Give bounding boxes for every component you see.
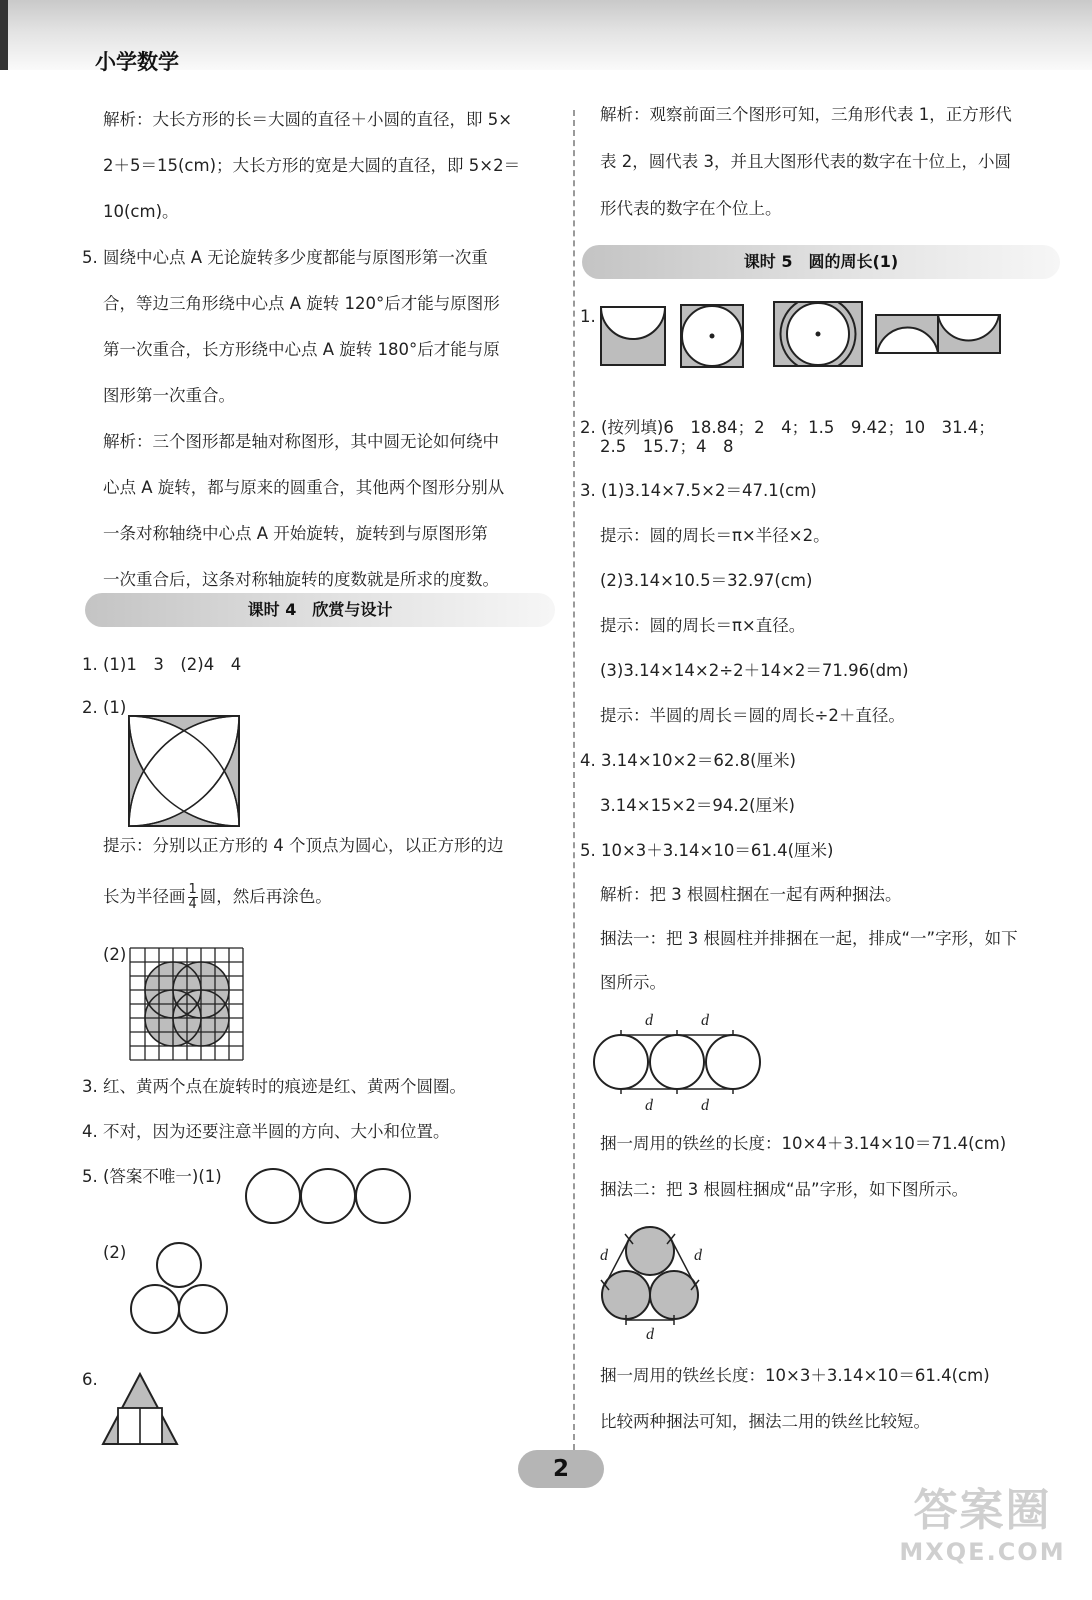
l4-q3: 3. 红、黄两个点在旋转时的痕迹是红、黄两个圆圈。: [82, 1077, 466, 1096]
r-q5-line-2: 解析：把 3 根圆柱捆在一起有两种捆法。: [600, 885, 902, 904]
r-q5-line-6: 捆法二：把 3 根圆柱捆成“品”字形，如下图所示。: [600, 1180, 969, 1199]
lesson-5-banner: 课时 5 圆的周长(1): [582, 245, 1060, 279]
r-q2-line-1: 2. (按列填)6 18.84；2 4；1.5 9.42；10 31.4；: [580, 418, 995, 437]
r-q5-line-5: 捆一周用的铁丝的长度：10×4＋3.14×10＝71.4(cm): [600, 1134, 1007, 1153]
r-q5-line-4: 图所示。: [600, 973, 666, 992]
subject-title: 小学数学: [95, 50, 179, 74]
d-label-bottom-right: d: [701, 1097, 709, 1114]
r-q1-label: 1.: [580, 307, 596, 326]
column-divider: [573, 110, 575, 1450]
left-q5-note-line-3: 一条对称轴绕中心点 A 开始旋转，旋转到与原图形第: [103, 524, 488, 543]
lesson-4-banner: 课时 4 欣赏与设计: [85, 593, 555, 627]
d-label-left: d: [600, 1247, 608, 1264]
left-analysis-line-1: 解析：大长方形的长＝大圆的直径＋小圆的直径，即 5×: [103, 110, 513, 129]
l4-hint-line-1: 提示：分别以正方形的 4 个顶点为圆心，以正方形的边: [103, 836, 504, 855]
d-label-top-right: d: [701, 1012, 709, 1029]
left-q5-line-3: 第一次重合，长方形绕中心点 A 旋转 180°后才能与原: [103, 340, 500, 359]
circle-in-square-figure: [680, 304, 744, 368]
l4-hint-line-2: [103, 880, 332, 914]
left-analysis-line-3: 10(cm)。: [103, 202, 179, 221]
fraction-denominator: 4: [188, 897, 197, 912]
r-q2-line-2: 2.5 15.7；4 8: [600, 437, 734, 456]
circle-two-arcs-figure: [773, 301, 863, 367]
l4-q2-1-label: 2. (1): [82, 698, 127, 717]
right-analysis-line-3: 形代表的数字在个位上。: [600, 199, 782, 218]
left-q5-line-2: 合，等边三角形绕中心点 A 旋转 120°后才能与原图形: [103, 294, 500, 313]
r-q3-line-6: 提示：半圆的周长＝圆的周长÷2＋直径。: [600, 706, 905, 725]
l4-q2-2-label: (2): [103, 945, 127, 964]
r-q5-line-7: 捆一周用的铁丝长度：10×3＋3.14×10＝61.4(cm): [600, 1366, 990, 1385]
bundle-row-figure: [590, 1012, 770, 1112]
r-q5-line-1: 5. 10×3＋3.14×10＝61.4(厘米): [580, 841, 834, 860]
bundle-triangle-figure: [590, 1215, 715, 1350]
four-circle-grid-figure: [129, 946, 245, 1062]
d-label-bottom-left: d: [645, 1097, 653, 1114]
three-circles-row-figure: [244, 1166, 412, 1226]
watermark-logo: [895, 1485, 1070, 1567]
r-q5-line-3: 捆法一：把 3 根圆柱并排捆在一起，排成“一”字形，如下: [600, 929, 1018, 948]
page-number: 2: [518, 1450, 604, 1488]
r-q3-line-3: (2)3.14×10.5＝32.97(cm): [600, 571, 813, 590]
right-analysis-line-1: 解析：观察前面三个图形可知，三角形代表 1，正方形代: [600, 105, 1012, 124]
watermark-top-text: 答案圈: [913, 1485, 1052, 1536]
left-q5-note-line-1: 解析：三个图形都是轴对称图形，其中圆无论如何绕中: [103, 432, 499, 451]
d-label-bottom: d: [646, 1326, 654, 1343]
d-label-top-left: d: [645, 1012, 653, 1029]
r-q3-line-4: 提示：圆的周长＝π×直径。: [600, 616, 806, 635]
left-analysis-line-2: 2＋5＝15(cm)；大长方形的宽是大圆的直径，即 5×2＝: [103, 156, 521, 175]
right-analysis-line-2: 表 2，圆代表 3，并且大图形代表的数字在十位上，小圆: [600, 152, 1011, 171]
triangle-square-figure: [100, 1372, 180, 1446]
quarter-arc-square-figure: [128, 715, 240, 827]
r-q3-line-5: (3)3.14×14×2÷2＋14×2＝71.96(dm): [600, 661, 909, 680]
fraction-one-quarter: [188, 883, 198, 912]
l4-q1: 1. (1)1 3 (2)4 4: [82, 655, 242, 674]
l4-q6-label: 6.: [82, 1370, 98, 1389]
r-q5-line-8: 比较两种捆法可知，捆法二用的铁丝比较短。: [600, 1412, 930, 1431]
r-q4-line-1: 4. 3.14×10×2＝62.8(厘米): [580, 751, 796, 770]
fraction-numerator: 1: [188, 882, 197, 897]
l4-hint-pre: 长为半径画: [103, 887, 186, 906]
left-q5-note-line-4: 一次重合后，这条对称轴旋转的度数就是所求的度数。: [103, 570, 499, 589]
semicircle-square-figure: [600, 306, 666, 366]
l4-hint-post: 圆，然后再涂色。: [199, 887, 332, 906]
two-semicircles-rect-figure: [875, 314, 1001, 354]
watermark-bottom-text: MXQE.COM: [899, 1538, 1066, 1566]
left-q5-line-4: 图形第一次重合。: [103, 386, 235, 405]
r-q4-line-2: 3.14×15×2＝94.2(厘米): [600, 796, 795, 815]
l4-q5-1-label: 5. (答案不唯一)(1): [82, 1167, 222, 1186]
d-label-right: d: [694, 1247, 702, 1264]
r-q3-line-1: 3. (1)3.14×7.5×2＝47.1(cm): [580, 481, 817, 500]
header-edge-bar: [0, 0, 8, 70]
r-q3-line-2: 提示：圆的周长＝π×半径×2。: [600, 526, 830, 545]
left-q5-line-1: 5. 圆绕中心点 A 无论旋转多少度都能与原图形第一次重: [82, 248, 488, 267]
l4-q4: 4. 不对，因为还要注意半圆的方向、大小和位置。: [82, 1122, 450, 1141]
l4-q5-2-label: (2): [103, 1243, 127, 1262]
three-circles-triangle-figure: [126, 1241, 232, 1339]
left-q5-note-line-2: 心点 A 旋转，都与原来的圆重合，其他两个图形分别从: [103, 478, 505, 497]
